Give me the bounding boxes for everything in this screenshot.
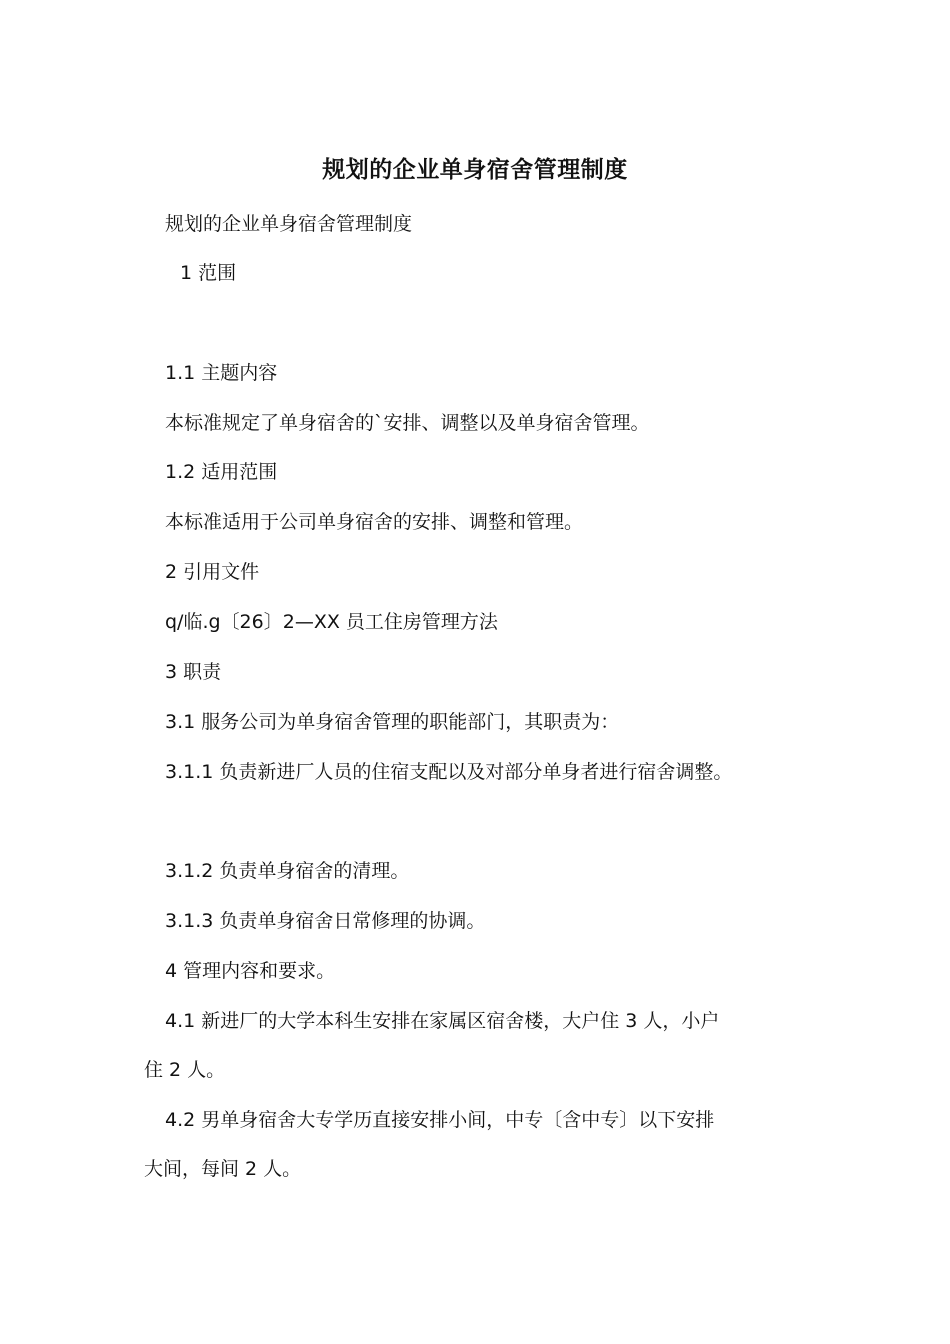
section-1-2-heading: 1.2 适用范围	[165, 461, 278, 483]
section-3-1-3-text: 3.1.3 负责单身宿舍日常修理的协调。	[165, 910, 486, 932]
document-subtitle: 规划的企业单身宿舍管理制度	[165, 213, 413, 235]
section-4-2-line-1: 4.2 男单身宿舍大专学历直接安排小间，中专〔含中专〕以下安排	[165, 1109, 715, 1131]
section-2-heading: 2 引用文件	[165, 561, 260, 583]
section-1-1-heading: 1.1 主题内容	[165, 362, 278, 384]
section-2-text: q/临.g〔26〕2—XX 员工住房管理方法	[165, 611, 498, 633]
section-4-1-line-2: 住 2 人。	[144, 1059, 226, 1081]
section-3-1-2-text: 3.1.2 负责单身宿舍的清理。	[165, 860, 410, 882]
section-3-1-1-text: 3.1.1 负责新进厂人员的住宿支配以及对部分单身者进行宿舍调整。	[165, 761, 733, 783]
section-3-1-text: 3.1 服务公司为单身宿舍管理的职能部门，其职责为：	[165, 711, 620, 733]
section-4-1-line-1: 4.1 新进厂的大学本科生安排在家属区宿舍楼，大户住 3 人，小户	[165, 1010, 720, 1032]
document-title: 规划的企业单身宿舍管理制度	[322, 156, 628, 183]
section-1-heading: 1 范围	[180, 262, 237, 284]
section-1-2-text: 本标准适用于公司单身宿舍的安排、调整和管理。	[165, 511, 584, 533]
section-3-heading: 3 职责	[165, 661, 222, 683]
section-4-2-line-2: 大间，每间 2 人。	[144, 1158, 302, 1180]
section-1-1-text: 本标准规定了单身宿舍的`安排、调整以及单身宿舍管理。	[165, 412, 650, 434]
section-4-heading: 4 管理内容和要求。	[165, 960, 336, 982]
